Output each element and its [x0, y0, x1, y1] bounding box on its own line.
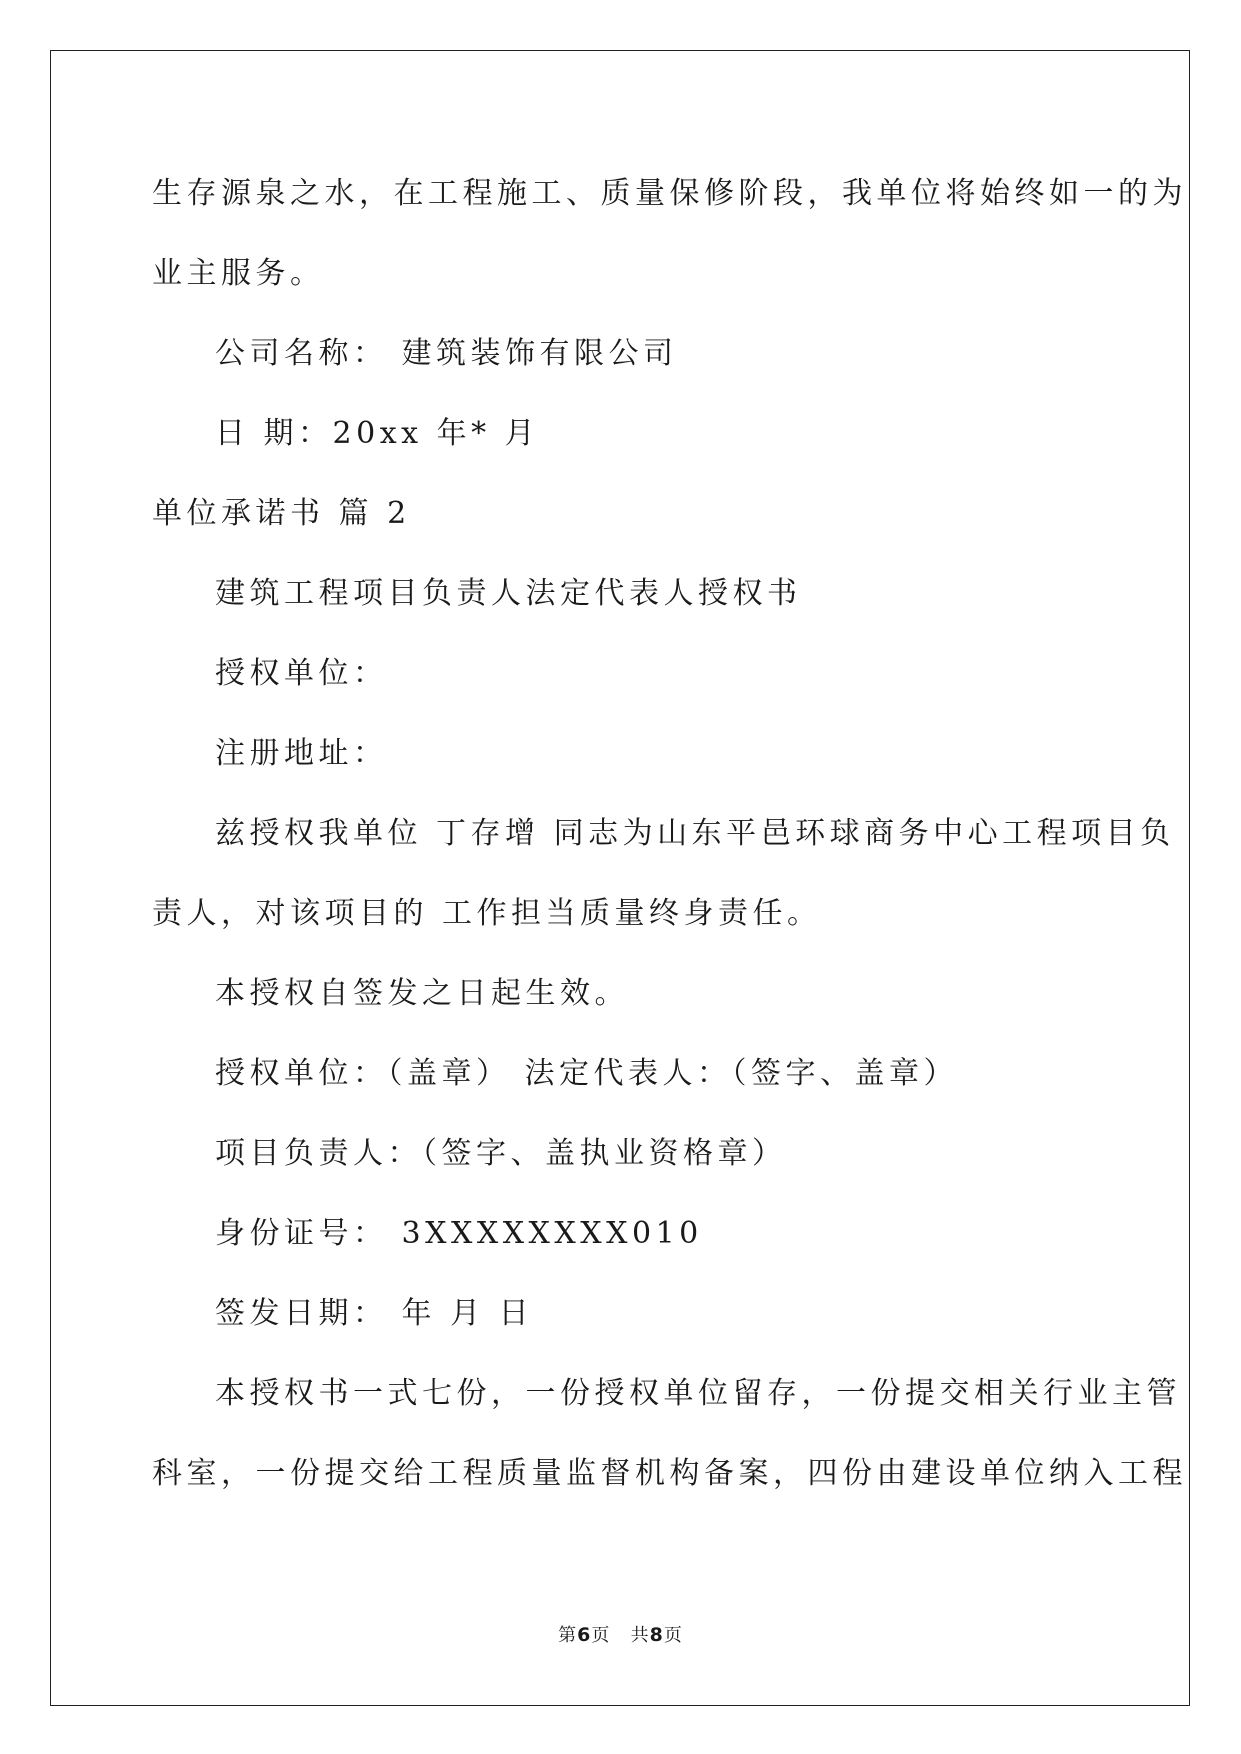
paragraph-line: 业主服务。 [152, 256, 325, 291]
current-page-number: 6 [577, 1624, 592, 1646]
copies-line: 本授权书一式七份，一份授权单位留存，一份提交相关行业主管 [215, 1376, 1181, 1411]
grantor-line: 授权单位： [215, 656, 388, 691]
company-name-line: 公司名称： 建筑装饰有限公司 [215, 336, 678, 371]
effective-line: 本授权自签发之日起生效。 [215, 976, 629, 1011]
seal-line: 授权单位：（盖章） 法定代表人：（签字、盖章） [215, 1056, 959, 1091]
paragraph-line: 生存源泉之水，在工程施工、质量保修阶段，我单位将始终如一的为 [152, 176, 1187, 211]
total-page-number: 8 [649, 1624, 664, 1646]
footer-mid: 页 共 [591, 1625, 650, 1646]
document-title: 建筑工程项目负责人法定代表人授权书 [215, 576, 802, 611]
authorization-line: 兹授权我单位 丁存增 同志为山东平邑环球商务中心工程项目负 [215, 816, 1175, 851]
page-footer [0, 1621, 1241, 1647]
date-line: 日 期：20xx 年* 月 [215, 416, 540, 451]
address-line: 注册地址： [215, 736, 388, 771]
issue-date-line: 签发日期： 年 月 日 [215, 1296, 534, 1331]
footer-prefix: 第 [558, 1625, 578, 1646]
footer-suffix: 页 [663, 1625, 683, 1646]
project-manager-line: 项目负责人：（签字、盖执业资格章） [215, 1136, 787, 1171]
section-heading: 单位承诺书 篇 2 [152, 496, 411, 531]
id-number-line: 身份证号： 3XXXXXXXX010 [215, 1216, 703, 1251]
copies-line: 科室，一份提交给工程质量监督机构备案，四份由建设单位纳入工程 [152, 1456, 1187, 1491]
authorization-line: 责人，对该项目的 工作担当质量终身责任。 [152, 896, 822, 931]
